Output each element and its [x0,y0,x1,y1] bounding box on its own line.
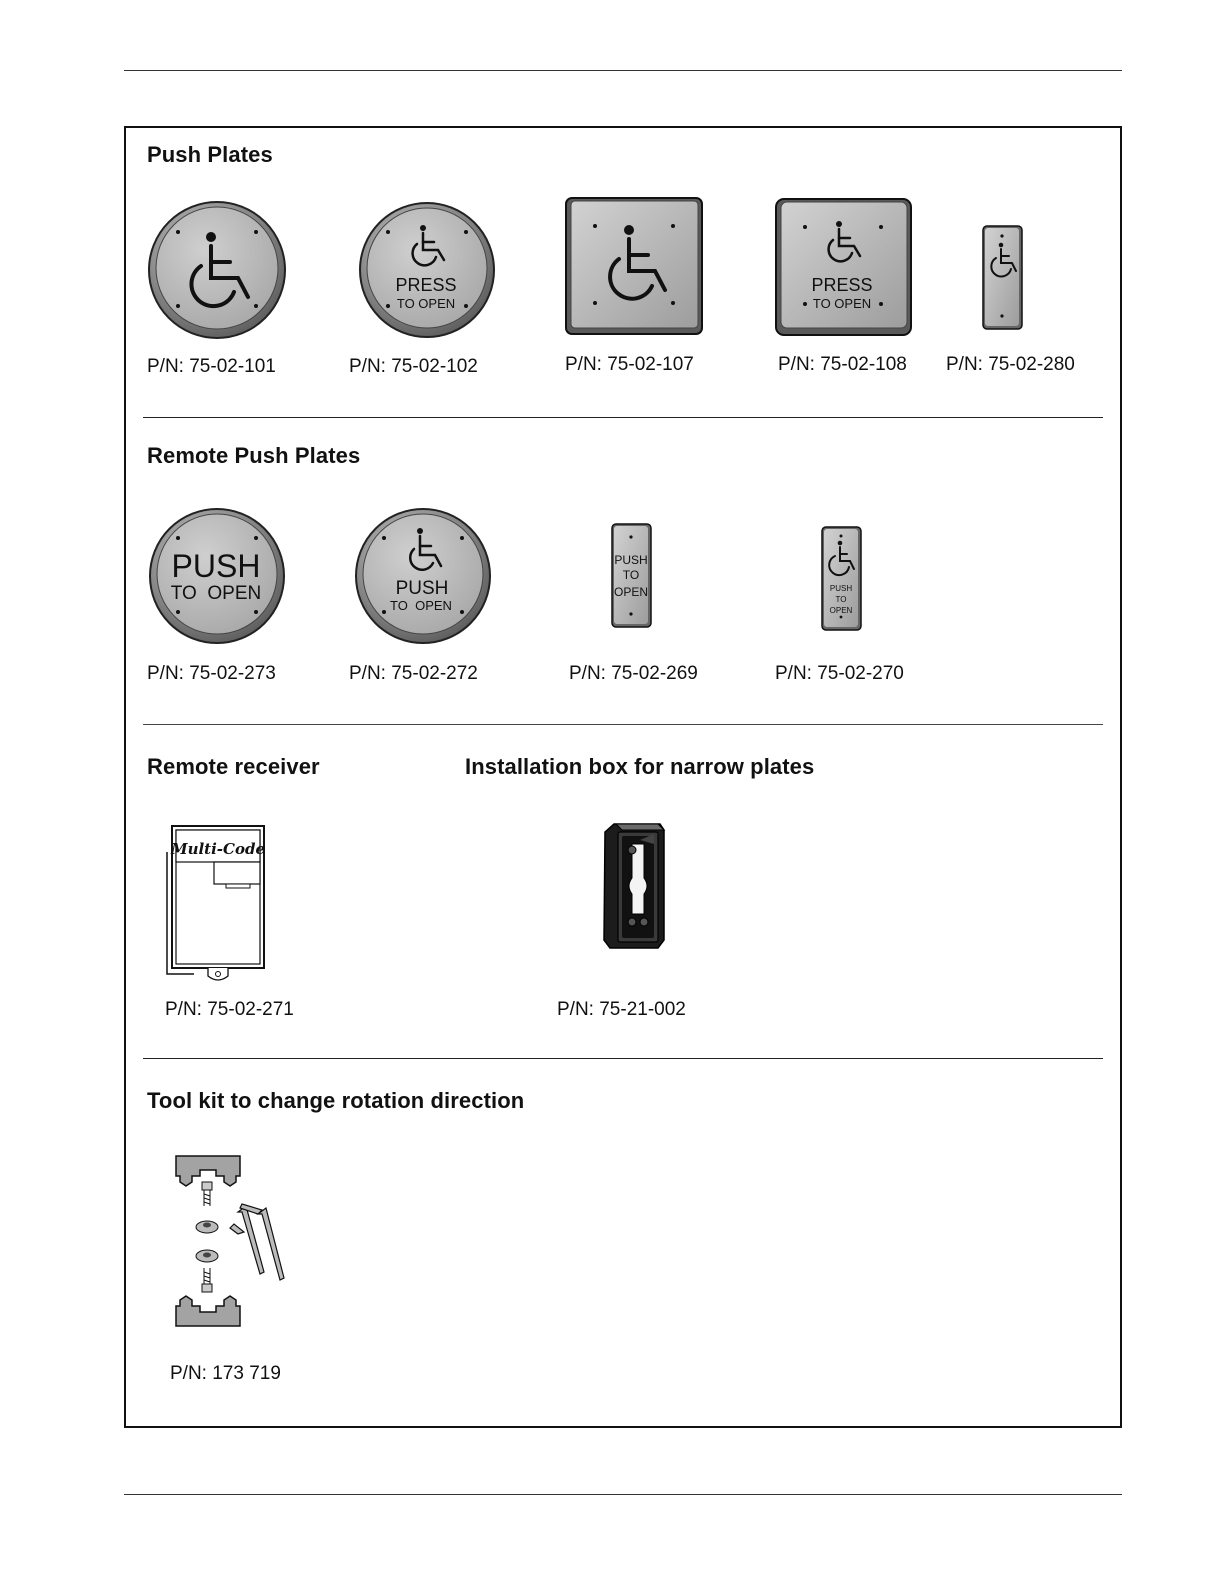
svg-text:TO OPEN: TO OPEN [812,296,872,311]
section-divider [143,724,1103,725]
part-number-173-719: P/N: 173 719 [170,1363,281,1384]
narrow-push-to-open-plate-icon [611,523,653,629]
header-rule [124,70,1122,71]
footer-rule [124,1494,1122,1495]
part-number-75-02-101: P/N: 75-02-101 [147,356,276,377]
svg-text:TO OPEN: TO OPEN [396,296,456,311]
part-number-75-02-108: P/N: 75-02-108 [778,354,907,375]
installation-box-icon [600,822,670,952]
remote-receiver-device [164,824,268,984]
svg-text:TO OPEN: TO OPEN [390,598,452,613]
svg-text:TO OPEN: TO OPEN [170,583,262,604]
svg-text:PUSH: PUSH [395,578,449,599]
push-plate-75-02-108 [775,198,915,338]
svg-text:PRESS: PRESS [811,275,873,295]
svg-text:TO: TO [835,595,847,604]
narrow-wheelchair-push-plate-icon [821,526,863,632]
round-wheelchair-push-plate-icon [354,508,494,648]
remote-receiver-device-icon [164,824,268,984]
push-plate-75-02-280 [982,225,1024,331]
part-number-75-02-273: P/N: 75-02-273 [147,663,276,684]
tool-kit [172,1152,292,1332]
installation-box [600,822,670,952]
svg-text:PUSH: PUSH [614,553,648,567]
svg-text:OPEN: OPEN [613,585,649,599]
part-number-75-02-102: P/N: 75-02-102 [349,356,478,377]
round-push-to-open-plate-icon [148,508,288,648]
section-title-remote-push-plates: Remote Push Plates [147,443,361,468]
svg-text:OPEN: OPEN [829,606,853,615]
square-press-to-open-plate-icon [775,198,915,338]
part-number-75-02-271: P/N: 75-02-271 [165,999,294,1020]
part-number-75-02-107: P/N: 75-02-107 [565,354,694,375]
round-press-to-open-plate-icon [358,202,498,342]
section-title-push-plates: Push Plates [147,142,273,167]
square-wheelchair-plate-icon [565,197,705,337]
remote-plate-75-02-269 [611,523,653,629]
remote-plate-75-02-272 [354,508,494,648]
section-title-tool-kit: Tool kit to change rotation direction [147,1088,525,1113]
part-number-75-02-280: P/N: 75-02-280 [946,354,1075,375]
tool-kit-icon [172,1152,292,1332]
svg-text:Multi-Code: Multi-Code [170,840,266,858]
svg-text:PUSH: PUSH [829,584,853,593]
part-number-75-02-272: P/N: 75-02-272 [349,663,478,684]
section-divider [143,417,1103,418]
push-plate-75-02-107 [565,197,705,337]
round-wheelchair-plate-icon [148,200,288,340]
remote-plate-75-02-270 [821,526,863,632]
part-number-75-21-002: P/N: 75-21-002 [557,999,686,1020]
section-title-installation-box: Installation box for narrow plates [465,754,815,779]
part-number-75-02-270: P/N: 75-02-270 [775,663,904,684]
remote-plate-75-02-273 [148,508,288,648]
part-number-75-02-269: P/N: 75-02-269 [569,663,698,684]
section-title-remote-receiver: Remote receiver [147,754,320,779]
push-plate-75-02-101 [148,200,288,340]
section-divider [143,1058,1103,1059]
svg-text:PUSH: PUSH [171,548,261,584]
narrow-wheelchair-plate-icon [982,225,1024,331]
svg-text:PRESS: PRESS [395,275,457,295]
svg-text:TO: TO [622,568,640,582]
push-plate-75-02-102 [358,202,498,342]
